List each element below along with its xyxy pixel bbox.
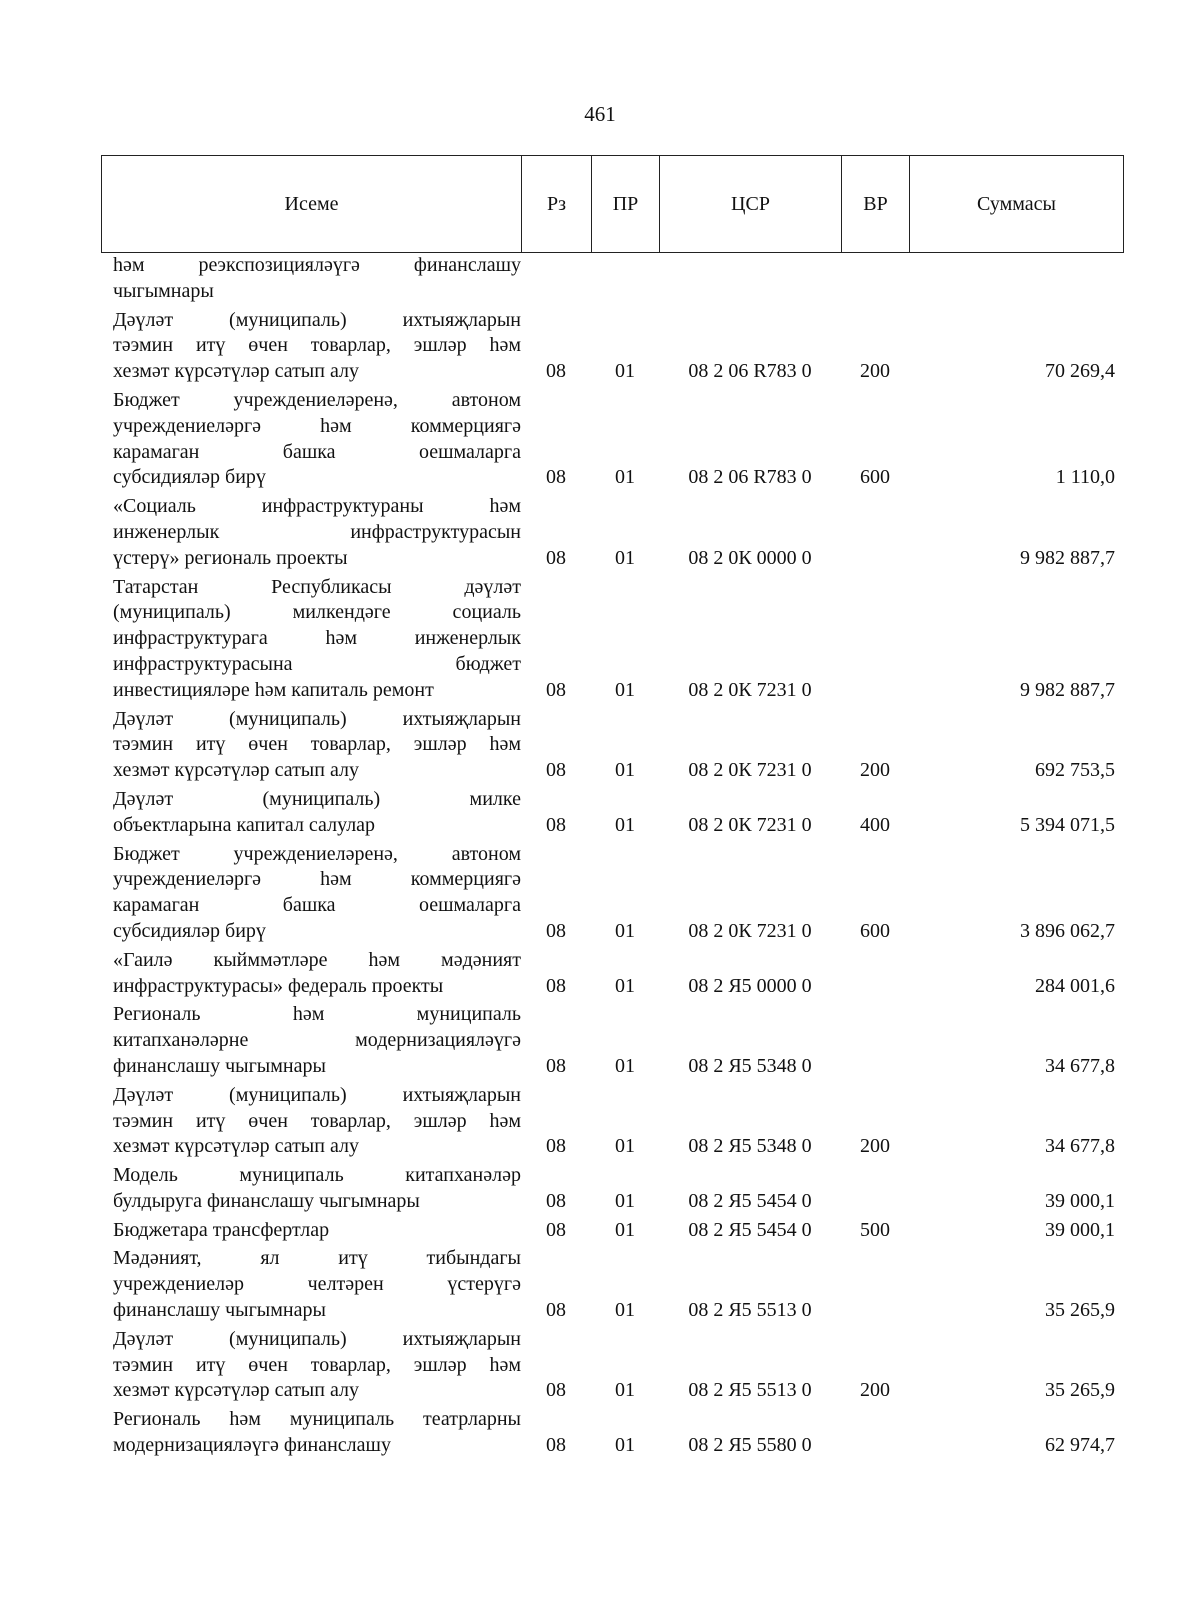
row-csr: 08 2 0К 0000 0 xyxy=(688,546,812,569)
row-name-line: һәм реэкспозицияләүгә финанслашу xyxy=(113,254,521,276)
row-sum: 5 394 071,5 xyxy=(1020,813,1115,836)
row-sum: 62 974,7 xyxy=(1045,1434,1115,1457)
row-name-line: Дәүләт (муниципаль) ихтыяҗларын xyxy=(113,707,521,730)
row-vr: 200 xyxy=(860,1379,890,1402)
row-csr: 08 2 0К 7231 0 xyxy=(688,678,812,701)
row-name-line: (муниципаль) милкендәге социаль xyxy=(113,601,521,624)
row-csr: 08 2 06 R783 0 xyxy=(688,466,812,489)
row-name-line: субсидияләр бирү xyxy=(113,919,266,942)
row-rz: 08 xyxy=(546,466,566,489)
row-pr: 01 xyxy=(615,1135,635,1158)
table-header xyxy=(101,155,1124,253)
row-vr: 600 xyxy=(860,919,890,942)
row-csr: 08 2 Я5 0000 0 xyxy=(688,974,812,997)
table-row xyxy=(101,575,1123,704)
row-rz: 08 xyxy=(546,1189,566,1212)
row-name-line: карамаган башка оешмаларга xyxy=(113,440,521,463)
row-name-line: Региональ һәм муниципаль театрларны xyxy=(113,1408,521,1431)
row-name xyxy=(101,1407,521,1459)
row-name-line: Дәүләт (муниципаль) милке xyxy=(113,787,521,810)
row-vr: 200 xyxy=(860,759,890,782)
row-rz: 08 xyxy=(546,1299,566,1322)
row-name-line: карамаган башка оешмаларга xyxy=(113,894,521,917)
row-vr: 200 xyxy=(860,1135,890,1158)
table-row xyxy=(101,1246,1123,1323)
row-name xyxy=(101,842,521,945)
table-row xyxy=(101,1327,1123,1404)
row-csr: 08 2 0К 7231 0 xyxy=(688,759,812,782)
row-sum: 35 265,9 xyxy=(1045,1379,1115,1402)
row-name-line: модернизацияләүгә финанслашу xyxy=(113,1434,391,1457)
row-name-line: Бюджет учреждениеләренә, автоном xyxy=(113,842,521,865)
row-name-line: Региональ һәм муниципаль xyxy=(113,1003,521,1026)
row-rz: 08 xyxy=(546,360,566,383)
row-name xyxy=(101,1218,521,1244)
row-rz: 08 xyxy=(546,1379,566,1402)
table-row xyxy=(101,787,1123,839)
table-row xyxy=(101,707,1123,784)
row-name-line: Бюджет учреждениеләренә, автоном xyxy=(113,388,521,411)
table-body xyxy=(101,253,1123,1462)
row-csr: 08 2 Я5 5580 0 xyxy=(688,1434,812,1457)
row-pr: 01 xyxy=(615,1218,635,1241)
row-name-line: Дәүләт (муниципаль) ихтыяҗларын xyxy=(113,308,521,331)
table-row xyxy=(101,1083,1123,1160)
row-name xyxy=(101,1327,521,1404)
row-pr: 01 xyxy=(615,1299,635,1322)
row-name-line: китапханәләрне модернизацияләүгә xyxy=(113,1029,521,1052)
row-name-line: чыгымнары xyxy=(113,279,214,302)
row-sum: 9 982 887,7 xyxy=(1020,546,1115,569)
table-row xyxy=(101,842,1123,945)
header-name: Исеме xyxy=(102,156,522,253)
row-rz: 08 xyxy=(546,974,566,997)
row-name-line: учреждениеләргә һәм коммерциягә xyxy=(113,414,521,437)
table-row xyxy=(101,494,1123,571)
row-name-line: хезмәт күрсәтүләр сатып алу xyxy=(113,759,359,782)
row-name-line: Бюджетара трансфертлар xyxy=(113,1218,330,1241)
row-name-line: тәэмин итү өчен товарлар, эшләр һәм xyxy=(113,1353,521,1376)
table-row xyxy=(101,948,1123,1000)
row-name-line: үстерү» региональ проекты xyxy=(113,546,348,569)
row-name xyxy=(101,1083,521,1160)
row-name-line: тәэмин итү өчен товарлар, эшләр һәм xyxy=(113,733,521,756)
row-rz: 08 xyxy=(546,813,566,836)
row-rz: 08 xyxy=(546,1054,566,1077)
row-csr: 08 2 Я5 5513 0 xyxy=(688,1299,812,1322)
table-row xyxy=(101,1407,1123,1459)
header-vr: ВР xyxy=(842,156,910,253)
row-rz: 08 xyxy=(546,1218,566,1241)
row-name-line: инфраструктурага һәм инженерлык xyxy=(113,627,521,650)
row-vr: 600 xyxy=(860,466,890,489)
row-sum: 39 000,1 xyxy=(1045,1189,1115,1212)
row-pr: 01 xyxy=(615,974,635,997)
row-name-line: хезмәт күрсәтүләр сатып алу xyxy=(113,360,359,383)
row-name xyxy=(101,1002,521,1079)
row-sum: 284 001,6 xyxy=(1035,974,1115,997)
row-vr: 500 xyxy=(860,1218,890,1241)
row-pr: 01 xyxy=(615,1434,635,1457)
page-number: 461 xyxy=(584,102,616,126)
header-sum: Суммасы xyxy=(910,156,1124,253)
row-pr: 01 xyxy=(615,360,635,383)
row-name xyxy=(101,1246,521,1323)
row-sum: 692 753,5 xyxy=(1035,759,1115,782)
row-pr: 01 xyxy=(615,1189,635,1212)
row-name-line: инженерлык инфраструктурасын xyxy=(113,520,521,543)
row-rz: 08 xyxy=(546,678,566,701)
table-row xyxy=(101,308,1123,385)
row-name-line: субсидияләр бирү xyxy=(113,466,266,489)
row-rz: 08 xyxy=(546,1135,566,1158)
row-vr: 400 xyxy=(860,813,890,836)
row-name-line: Мәдәният, ял итү тибындагы xyxy=(113,1247,521,1270)
row-name-line: Дәүләт (муниципаль) ихтыяҗларын xyxy=(113,1327,521,1350)
row-sum: 34 677,8 xyxy=(1045,1135,1115,1158)
row-name xyxy=(101,787,521,839)
table-row xyxy=(101,253,1123,305)
row-csr: 08 2 Я5 5454 0 xyxy=(688,1218,812,1241)
row-rz: 08 xyxy=(546,1434,566,1457)
row-sum: 35 265,9 xyxy=(1045,1299,1115,1322)
row-pr: 01 xyxy=(615,1054,635,1077)
row-name-line: финанслашу чыгымнары xyxy=(113,1299,326,1322)
row-csr: 08 2 Я5 5348 0 xyxy=(688,1135,812,1158)
row-csr: 08 2 Я5 5348 0 xyxy=(688,1054,812,1077)
row-name-line: хезмәт күрсәтүләр сатып алу xyxy=(113,1135,359,1158)
row-sum: 3 896 062,7 xyxy=(1020,919,1115,942)
row-vr: 200 xyxy=(860,360,890,383)
row-name-line: инвестицияләре һәм капиталь ремонт xyxy=(113,678,434,701)
row-sum: 1 110,0 xyxy=(1055,466,1115,489)
row-pr: 01 xyxy=(615,759,635,782)
row-name xyxy=(101,1163,521,1215)
row-name-line: учреждениеләргә һәм коммерциягә xyxy=(113,868,521,891)
row-name-line: учреждениеләр челтәрен үстерүгә xyxy=(113,1273,521,1296)
row-csr: 08 2 06 R783 0 xyxy=(688,360,812,383)
row-csr: 08 2 Я5 5513 0 xyxy=(688,1379,812,1402)
row-rz: 08 xyxy=(546,919,566,942)
row-name-line: Татарстан Республикасы дәүләт xyxy=(113,575,521,598)
row-pr: 01 xyxy=(615,546,635,569)
row-pr: 01 xyxy=(615,813,635,836)
table-row xyxy=(101,1002,1123,1079)
row-name-line: объектларына капитал салулар xyxy=(113,813,376,836)
table-row xyxy=(101,388,1123,491)
row-pr: 01 xyxy=(615,466,635,489)
row-name-line: тәэмин итү өчен товарлар, эшләр һәм xyxy=(113,334,521,357)
row-csr: 08 2 0К 7231 0 xyxy=(688,919,812,942)
row-name-line: Дәүләт (муниципаль) ихтыяҗларын xyxy=(113,1083,521,1106)
header-csr: ЦСР xyxy=(660,156,842,253)
row-name xyxy=(101,494,521,571)
row-sum: 70 269,4 xyxy=(1045,360,1115,383)
table-row xyxy=(101,1218,1123,1244)
row-rz: 08 xyxy=(546,546,566,569)
row-sum: 9 982 887,7 xyxy=(1020,678,1115,701)
row-pr: 01 xyxy=(615,678,635,701)
row-sum: 34 677,8 xyxy=(1045,1054,1115,1077)
row-name xyxy=(101,253,521,305)
row-pr: 01 xyxy=(615,919,635,942)
row-name xyxy=(101,388,521,491)
row-name-line: финанслашу чыгымнары xyxy=(113,1054,326,1077)
row-name xyxy=(101,308,521,385)
row-name xyxy=(101,707,521,784)
header-rz: Рз xyxy=(522,156,592,253)
row-csr: 08 2 0К 7231 0 xyxy=(688,813,812,836)
row-sum: 39 000,1 xyxy=(1045,1218,1115,1241)
header-pr: ПР xyxy=(592,156,660,253)
row-name-line: хезмәт күрсәтүләр сатып алу xyxy=(113,1379,359,1402)
row-pr: 01 xyxy=(615,1379,635,1402)
table-row xyxy=(101,1163,1123,1215)
row-name-line: инфраструктурасы» федераль проекты xyxy=(113,974,444,997)
row-csr: 08 2 Я5 5454 0 xyxy=(688,1189,812,1212)
row-name-line: «Социаль инфраструктураны һәм xyxy=(113,495,521,518)
row-name-line: тәэмин итү өчен товарлар, эшләр һәм xyxy=(113,1109,521,1132)
row-name-line: инфраструктурасына бюджет xyxy=(113,652,521,675)
row-name-line: «Гаилә кыйммәтләре һәм мәдәният xyxy=(113,948,521,971)
row-name xyxy=(101,575,521,704)
row-name xyxy=(101,948,521,1000)
row-rz: 08 xyxy=(546,759,566,782)
row-name-line: Модель муниципаль китапханәләр xyxy=(113,1164,521,1187)
row-name-line: булдыруга финанслашу чыгымнары xyxy=(113,1189,420,1212)
